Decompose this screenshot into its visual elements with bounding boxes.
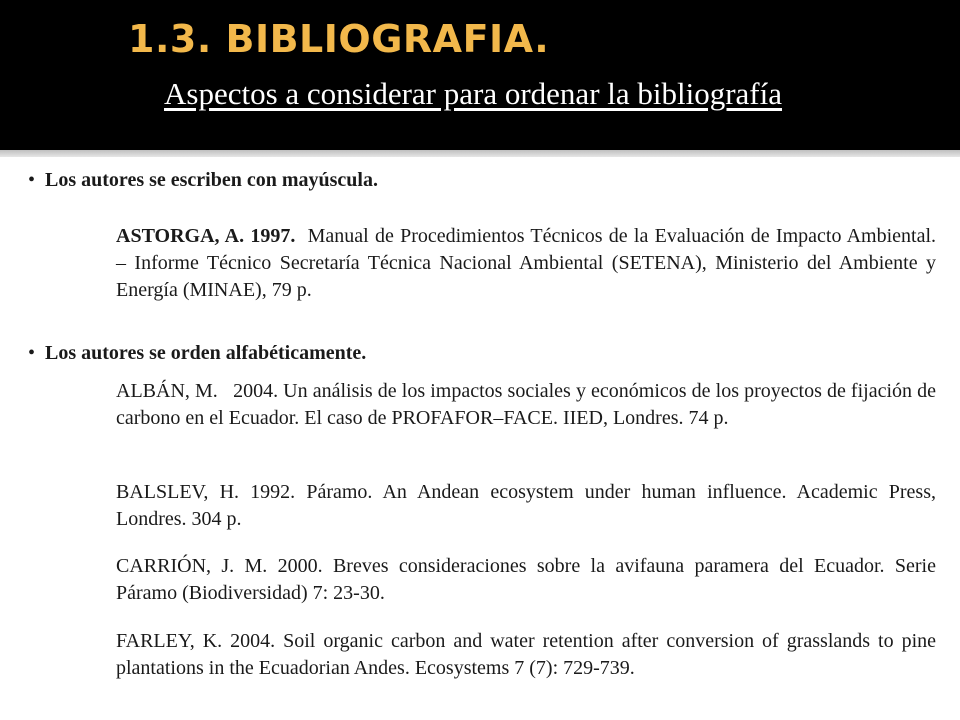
reference-carrion: CARRIÓN, J. M. 2000. Breves consideraciones sobre la avifauna paramera del Ecuador. Serie Páramo (Biodiversidad) 7: 23-30. — [116, 555, 936, 604]
reference-text: Manual de Procedimientos Técnicos de la Evaluación de Impacto Ambiental. – Informe Técnico Secretaría Técnica Nacional Ambiental (SETENA), Ministerio del Ambiente y Energía (MINAE), 79 p. — [116, 225, 937, 301]
reference-alban: ALBÁN, M. 2004. Un análisis de los impactos sociales y económicos de los proyectos de fijación de carbono en el Ecuador. El caso de PROFAFOR–FACE. IIED, Londres. 74 p. — [116, 380, 941, 429]
slide-title: 1.3. BIBLIOGRAFIA. — [128, 17, 550, 61]
reference-balslev: BALSLEV, H. 1992. Páramo. An Andean ecosystem under human influence. Academic Press, Londres. 304 p. — [116, 481, 936, 530]
bullet-uppercase-authors — [28, 168, 378, 192]
bullet-alphabetical-order — [28, 341, 366, 365]
reference-astorga — [116, 223, 936, 304]
header-divider — [0, 150, 960, 157]
bullet-dot: • — [28, 169, 36, 191]
header-band — [0, 0, 960, 150]
bullet-text: Los autores se orden alfabéticamente. — [45, 342, 367, 364]
reference-lead: ASTORGA, A. 1997. — [116, 225, 296, 247]
reference-farley: FARLEY, K. 2004. Soil organic carbon and water retention after conversion of grasslands to pine plantations in the Ecuadorian Andes. Ecosystems 7 (7): 729-739. — [116, 630, 936, 679]
bullet-text: Los autores se escriben con mayúscula. — [45, 169, 378, 191]
slide-subtitle: Aspectos a considerar para ordenar la bibliografía — [164, 76, 783, 111]
bullet-dot: • — [28, 342, 36, 364]
